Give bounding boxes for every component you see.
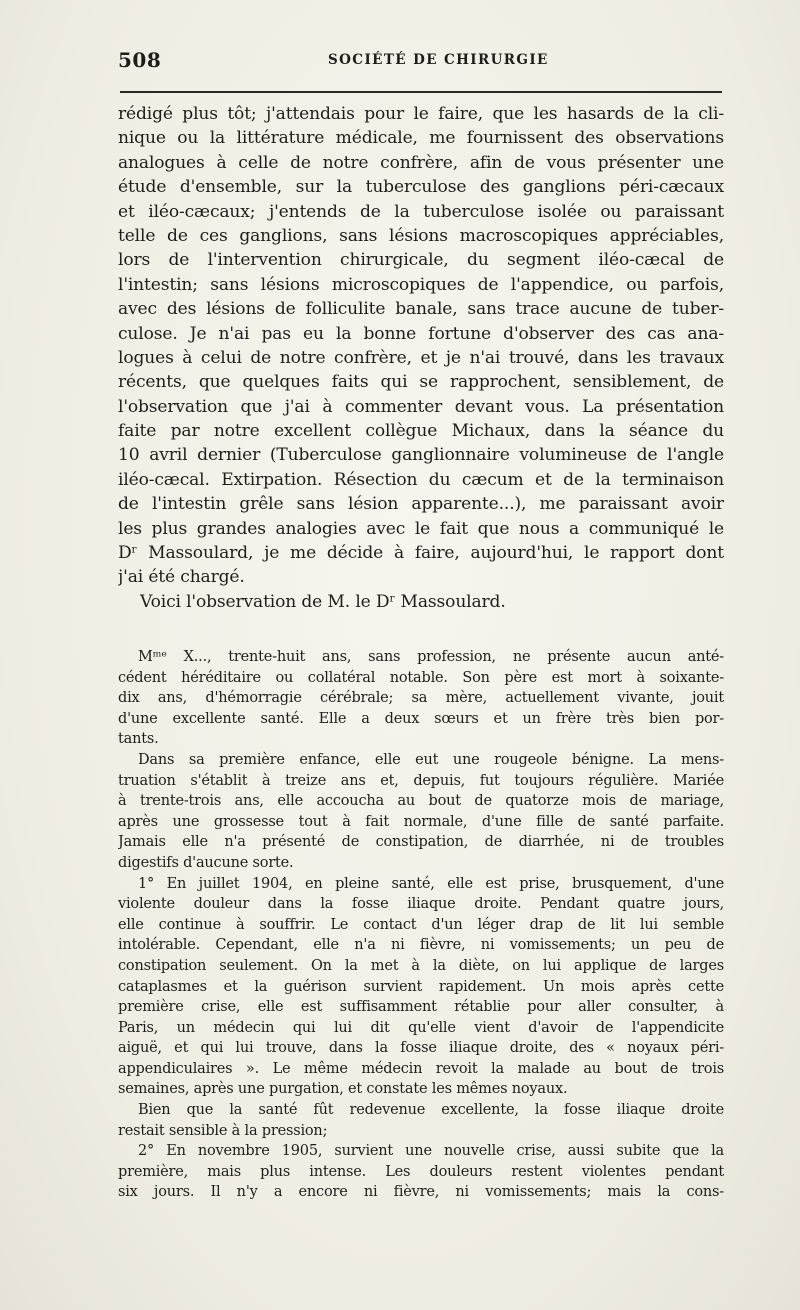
text-line: analogues à celle de notre confrère, afin de vous présenter une (118, 152, 724, 173)
text-line: l'intestin; sans lésions microscopiques de l'appendice, ou parfois, (118, 274, 724, 295)
intro-paragraph (118, 590, 724, 614)
text-line: avec des lésions de folliculite banale, sans trace aucune de tuber- (118, 299, 724, 320)
text-line: culose. Je n'ai pas eu la bonne fortune d'observer des cas ana- (118, 323, 724, 344)
main-text (118, 102, 724, 614)
obs-line: truation s'établit à treize ans et, depuis, fut toujours régulière. Mariée (118, 772, 724, 789)
text-line: Dʳ Massoulard, je me décide à faire, aujourd'hui, le rapport dont (118, 543, 724, 564)
text-line: l'observation que j'ai à commenter devant vous. La présentation (118, 396, 724, 417)
obs-line: Paris, un médecin qui lui dit qu'elle vient d'avoir de l'appendicite (118, 1019, 724, 1036)
observation-text (118, 647, 724, 1203)
obs-line: appendiculaires ». Le même médecin revoit la malade au bout de trois (118, 1060, 724, 1077)
text-line: iléo-cæcal. Extirpation. Résection du cæcum et de la terminaison (118, 469, 724, 490)
text-line: récents, que quelques faits qui se rapprochent, sensiblement, de (118, 372, 724, 393)
obs-line: 2° En novembre 1905, survient une nouvelle crise, aussi subite que la (138, 1143, 724, 1160)
text-line: telle de ces ganglions, sans lésions macroscopiques appréciables, (118, 225, 724, 246)
obs-line: Jamais elle n'a présenté de constipation, de diarrhée, ni de troubles (118, 834, 724, 851)
obs-line: cataplasmes et la guérison survient rapidement. Un mois après cette (118, 978, 724, 995)
obs-line: cédent héréditaire ou collatéral notable. Son père est mort à soixante- (118, 669, 724, 686)
obs-line: tants. (118, 731, 159, 748)
page-header (118, 48, 722, 74)
obs-line: Mᵐᵉ X..., trente-huit ans, sans profession, ne présente aucun anté- (138, 649, 724, 665)
main-paragraph (118, 102, 724, 590)
header-rule (120, 91, 722, 93)
obs-line: intolérable. Cependant, elle n'a ni fièvre, ni vomissements; un peu de (118, 937, 724, 954)
text-line: lors de l'intervention chirurgicale, du segment iléo-cæcal de (118, 250, 724, 271)
obs-line: restait sensible à la pression; (118, 1122, 328, 1139)
obs-line: Dans sa première enfance, elle eut une rougeole bénigne. La mens- (138, 751, 724, 768)
obs-line: après une grossesse tout à fait normale, d'une fille de santé parfaite. (118, 813, 724, 830)
obs-line: 1° En juillet 1904, en pleine santé, elle est prise, brusquement, d'une (138, 875, 724, 892)
obs-line: violente douleur dans la fosse iliaque droite. Pendant quatre jours, (118, 896, 724, 913)
text-line: rédigé plus tôt; j'attendais pour le faire, que les hasards de la cli- (118, 104, 724, 124)
text-line: et iléo-cæcaux; j'entends de la tuberculose isolée ou paraissant (118, 201, 724, 222)
text-line: 10 avril dernier (Tuberculose ganglionnaire volumineuse de l'angle (118, 445, 724, 466)
obs-line: constipation seulement. On la met à la diète, on lui applique de larges (118, 957, 724, 974)
text-line: logues à celui de notre confrère, et je n'ai trouvé, dans les travaux (118, 347, 724, 368)
obs-line: dix ans, d'hémorragie cérébrale; sa mère, actuellement vivante, jouit (118, 690, 724, 707)
page-number: 508 (118, 48, 162, 72)
obs-line: semaines, après une purgation, et constate les mêmes noyaux. (118, 1081, 568, 1098)
text-line: étude d'ensemble, sur la tuberculose des ganglions péri-cæcaux (118, 177, 724, 198)
text-line: faite par notre excellent collègue Michaux, dans la séance du (118, 421, 724, 442)
obs-line: d'une excellente santé. Elle a deux sœurs et un frère très bien por- (118, 710, 724, 727)
text-line: nique ou la littérature médicale, me fournissent des observations (118, 128, 724, 149)
intro-line: Voici l'observation de M. le Dʳ Massoulard. (140, 591, 506, 612)
obs-line: première, mais plus intense. Les douleurs restent violentes pendant (118, 1163, 724, 1180)
obs-line: aiguë, et qui lui trouve, dans la fosse iliaque droite, des « noyaux péri- (118, 1040, 724, 1057)
obs-line: six jours. Il n'y a encore ni fièvre, ni vomissements; mais la cons- (118, 1184, 724, 1201)
obs-line: digestifs d'aucune sorte. (118, 854, 294, 871)
text-line: les plus grandes analogies avec le fait que nous a communiqué le (118, 518, 724, 539)
running-title: SOCIÉTÉ DE CHIRURGIE (328, 52, 549, 68)
text-line: de l'intestin grêle sans lésion apparente...), me paraissant avoir (118, 494, 724, 515)
obs-line: première crise, elle est suffisamment rétablie pour aller consulter, à (118, 999, 724, 1016)
obs-line: à trente-trois ans, elle accoucha au bout de quatorze mois de mariage, (118, 793, 724, 810)
obs-line: elle continue à souffrir. Le contact d'un léger drap de lit lui semble (118, 916, 724, 933)
text-line: j'ai été chargé. (118, 567, 245, 588)
obs-line: Bien que la santé fût redevenue excellente, la fosse iliaque droite (138, 1102, 724, 1119)
